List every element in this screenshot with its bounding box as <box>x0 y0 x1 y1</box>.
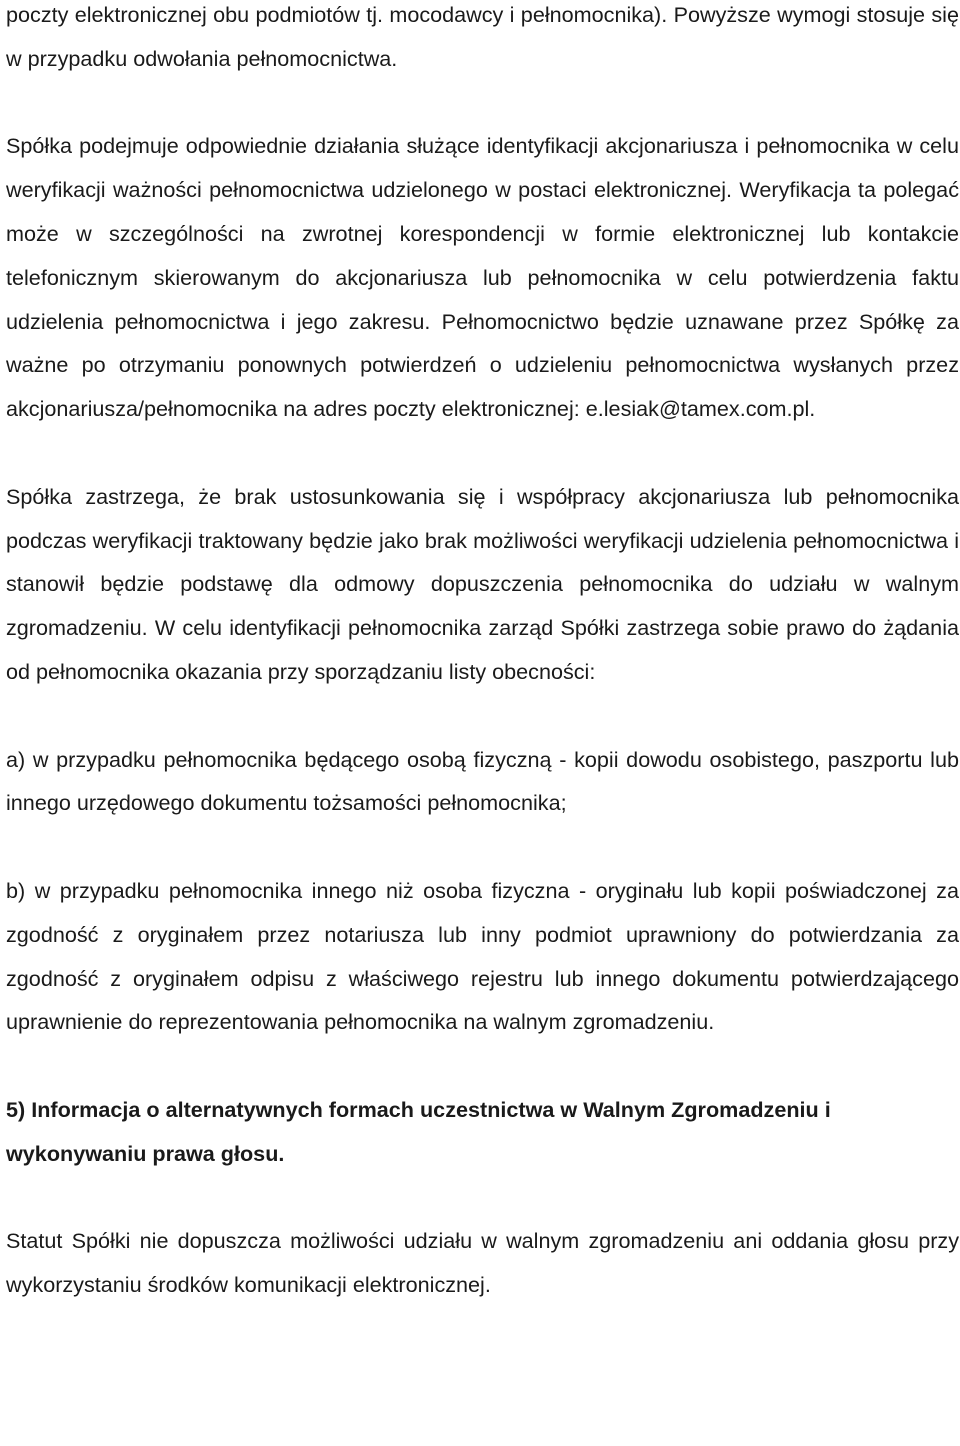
paragraph-spacer <box>6 825 959 869</box>
section-body: Statut Spółki nie dopuszcza możliwości udziału w walnym zgromadzeniu ani oddania głosu przy wykorzystaniu środków komunikacji elektronicznej. <box>6 1228 959 1298</box>
list-item-a: a) w przypadku pełnomocnika będącego osobą fizyczną - kopii dowodu osobistego, paszportu lub innego urzędowego dokumentu tożsamości pełnomocnika; <box>6 746 959 816</box>
paragraph-spacer <box>6 1176 959 1220</box>
paragraph-verification-end: . <box>809 396 816 422</box>
list-item-b: b) w przypadku pełnomocnika innego niż osoba fizyczna - oryginału lub kopii poświadczonej za zgodność z oryginałem przez notariusza lub inny podmiot uprawniony do potwierdzania za zgodność z oryginałem odpisu z właściwego rejestru lub innego dokumentu potwierdzającego uprawnienie do reprezentowania pełnomocnika na walnym zgromadzeniu. <box>6 877 959 1035</box>
email-link[interactable]: e.lesiak@tamex.com.pl <box>585 396 810 422</box>
paragraph-spacer <box>6 1044 959 1088</box>
paragraph-spacer <box>6 81 959 125</box>
paragraph-spacer <box>6 431 959 475</box>
section-heading: 5) Informacja o alternatywnych formach uczestnictwa w Walnym Zgromadzeniu i wykonywaniu prawa głosu. <box>6 1096 831 1166</box>
paragraph-verification-text: Spółka podejmuje odpowiednie działania służące identyfikacji akcjonariusza i pełnomocnika w celu weryfikacji ważności pełnomocnictwa udzielonego w postaci elektronicznej. Weryfikacja ta polegać może w szczególności na zwrotnej korespondencji w formie elektronicznej lub kontakcie telefonicznym skierowanym do akcjonariusza lub pełnomocnika w celu potwierdzenia faktu udzielenia pełnomocnictwa i jego zakresu. Pełnomocnictwo będzie uznawane przez Spółkę za ważne po otrzymaniu ponownych potwierdzeń o udzieleniu pełnomocnictwa wysłanych przez akcjonariusza/pełnomocnika na adres poczty elektronicznej: <box>6 133 959 422</box>
paragraph-spacer <box>6 694 959 738</box>
paragraph-revocation-requirements: poczty elektronicznej obu podmiotów tj. mocodawcy i pełnomocnika). Powyższe wymogi stosuje się w przypadku odwołania pełnomocnictwa. <box>6 2 959 71</box>
paragraph-reservation: Spółka zastrzega, że brak ustosunkowania się i współpracy akcjonariusza lub pełnomocnika podczas weryfikacji traktowany będzie jako brak możliwości weryfikacji udzielenia pełnomocnictwa i stanowił będzie podstawę dla odmowy dopuszczenia pełnomocnika do udziału w walnym zgromadzeniu. W celu identyfikacji pełnomocnika zarząd Spółki zastrzega sobie prawo do żądania od pełnomocnika okazania przy sporządzaniu listy obecności: <box>6 483 959 684</box>
document-page <box>6 0 959 1307</box>
paragraph-verification <box>6 124 959 431</box>
